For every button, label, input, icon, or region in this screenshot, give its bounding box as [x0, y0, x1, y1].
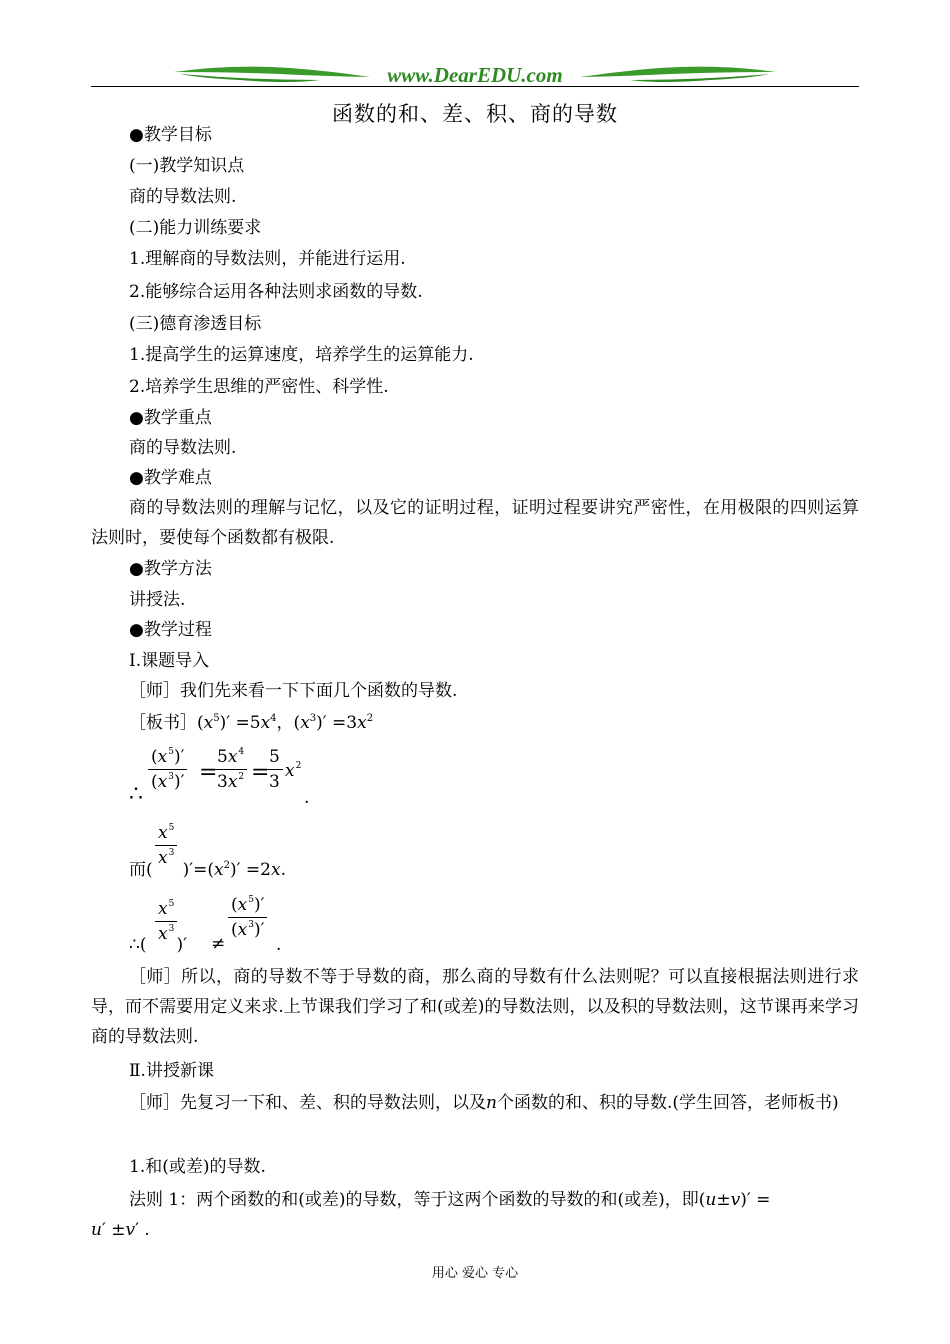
section-heading-difficulty: ●教学难点: [129, 468, 212, 488]
section-heading-objectives: ●教学目标: [129, 125, 212, 145]
x-squared: $x^2$: [285, 761, 302, 781]
not-equal-sign: ≠: [211, 934, 226, 954]
paragraph-teacher-summary: ［师］所以，商的导数不等于导数的商，那么商的导数有什么法则呢？可以直接根据法则进行求导，而不需要用定义来求.上节课我们学习了和(或差)的导数法则，以及积的导数法则，这节课再来学习商的导数法则.: [91, 967, 859, 1047]
section-heading-key-point: ●教学重点: [129, 408, 212, 428]
fraction-x5-x3: $x^5$ $x^3$: [155, 899, 177, 944]
fraction-5x4-3x2: $5x^4$ $3x^2$: [214, 747, 247, 792]
logo-text: www.DearEDU.com: [387, 63, 563, 87]
paragraph-review: ［师］先复习一下和、差、积的导数法则，以及n个函数的和、积的导数.(学生回答，老师板书): [129, 1093, 839, 1113]
text-line: 讲授法.: [129, 590, 186, 610]
fraction-derivative-quotient: $(x^5)'$ $(x^3)'$: [228, 895, 267, 940]
period: .: [304, 788, 310, 808]
header-rule: [91, 86, 859, 87]
subheading-intro: Ⅰ.课题导入: [129, 651, 210, 671]
board-label: ［板书］: [129, 713, 197, 733]
equals-sign: =: [251, 760, 270, 785]
period: .: [276, 935, 282, 955]
text-line: 1.理解商的导数法则，并能进行运用.: [129, 249, 406, 269]
quotient-derivative-line: 而( )$'=(x^2)' =2x$.: [129, 860, 286, 880]
section-heading-process: ●教学过程: [129, 620, 212, 640]
text-line: 1.提高学生的运算速度，培养学生的运算能力.: [129, 345, 474, 365]
subheading-ability: (二)能力训练要求: [129, 218, 262, 238]
therefore-symbol: ∴: [129, 782, 143, 807]
subheading-moral: (三)德育渗透目标: [129, 314, 262, 334]
text-line: 2.能够综合运用各种法则求函数的导数.: [129, 282, 423, 302]
text-line: 2.培养学生思维的严密性、科学性.: [129, 377, 389, 397]
text-line: 商的导数法则.: [129, 438, 237, 458]
inequality-line: ∴( )′: [129, 935, 187, 955]
subheading-knowledge: (一)教学知识点: [129, 156, 245, 176]
paragraph-difficulty: 商的导数法则的理解与记忆，以及它的证明过程，证明过程要讲究严密性，在用极限的四则运算法则时，要使每个函数都有极限.: [91, 498, 859, 548]
page-footer: 用心 爱心 专心: [431, 1266, 519, 1281]
text-line: 商的导数法则.: [129, 187, 237, 207]
text-line: 1.和(或差)的导数.: [129, 1157, 266, 1177]
fraction-5-3: 5 3: [266, 747, 283, 792]
document-title: 函数的和、差、积、商的导数: [332, 102, 618, 126]
board-formula-line: ［板书$](x^5)' =5x^4$，$(x^3)' =3x^2$: [129, 713, 374, 733]
text-line: ［师］我们先来看一下下面几个函数的导数.: [129, 681, 458, 701]
fraction-x5-x3: $x^5$ $x^3$: [155, 823, 177, 868]
section-heading-method: ●教学方法: [129, 559, 212, 579]
fraction-derivative-quotient: $(x^5)'$ $(x^3)'$: [148, 747, 187, 792]
equals-sign: =: [199, 760, 218, 785]
paragraph-rule-1: 法则 1：两个函数的和(或差)的导数，等于这两个函数的导数的和(或差)，即(u±v)′ = u′ ±v′ .: [91, 1190, 771, 1240]
subheading-new-lesson: Ⅱ.讲授新课: [129, 1061, 214, 1081]
